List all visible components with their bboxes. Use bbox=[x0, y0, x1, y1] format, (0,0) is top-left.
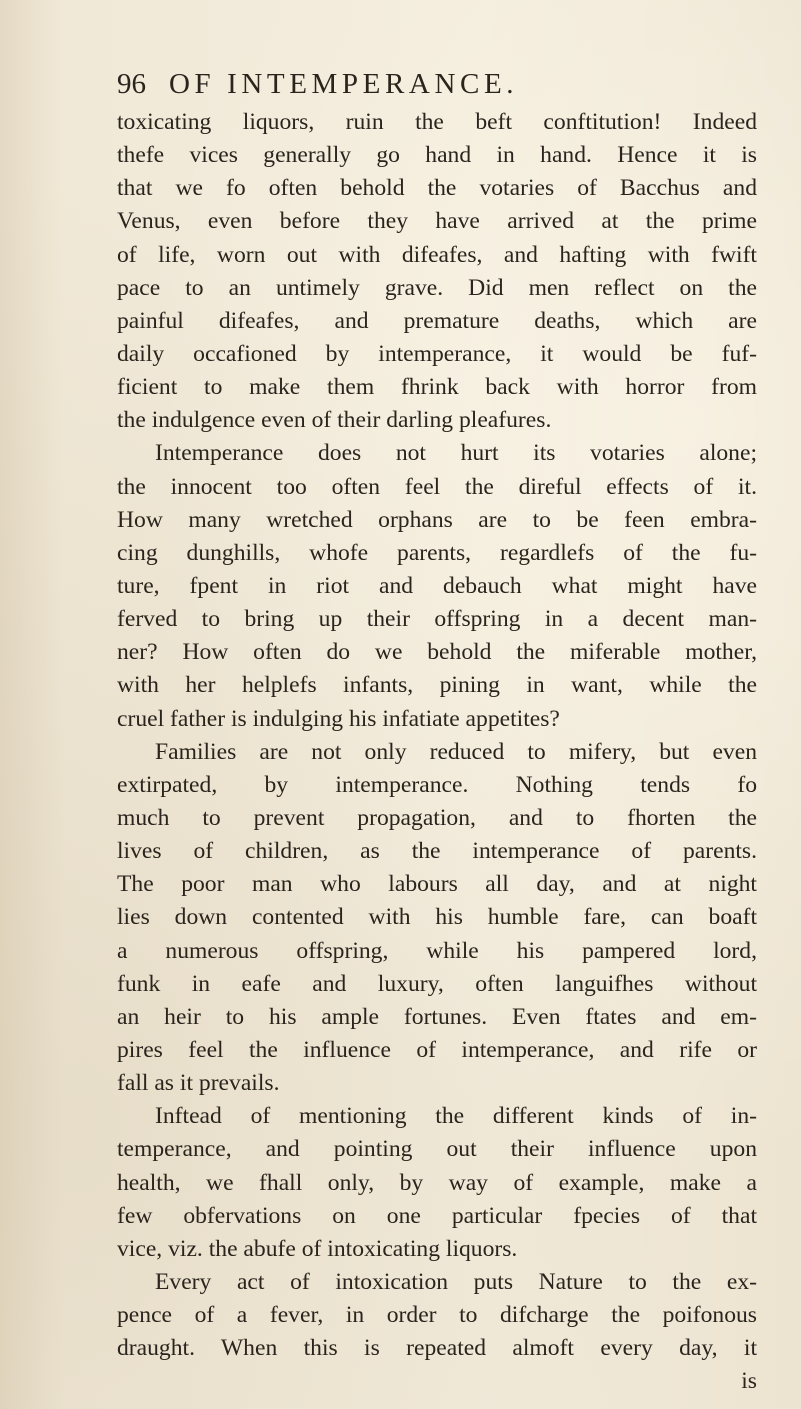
text-line: with her helplefs infants, pining in want, while the bbox=[117, 672, 757, 699]
text-line: of life, worn out with difeafes, and hafting with fwift bbox=[117, 241, 757, 268]
chapter-title: OF INTEMPERANCE. bbox=[169, 68, 519, 100]
paragraph-start-line: Inftead of mentioning the different kinds of in- bbox=[155, 1103, 757, 1130]
text-line: ferved to bring up their offspring in a decent man- bbox=[117, 606, 757, 633]
body-text bbox=[117, 106, 757, 1398]
paragraph-start-line: Families are not only reduced to mifery, but even bbox=[155, 738, 757, 765]
running-head bbox=[117, 64, 757, 104]
text-line: The poor man who labours all day, and at night bbox=[117, 871, 757, 898]
text-line: daily occafioned by intemperance, it would be fuf- bbox=[117, 340, 757, 367]
text-line: ture, fpent in riot and debauch what might have bbox=[117, 572, 757, 599]
text-line: vice, viz. the abufe of intoxicating liquors. bbox=[117, 1235, 518, 1262]
text-line: the innocent too often feel the direful effects of it. bbox=[117, 473, 757, 500]
text-line: health, we fhall only, by way of example, make a bbox=[117, 1169, 757, 1196]
text-line: the indulgence even of their darling pleafures. bbox=[117, 407, 552, 434]
text-line: few obfervations on one particular fpecies of that bbox=[117, 1202, 757, 1229]
text-line: lies down contented with his humble fare, can boaft bbox=[117, 904, 757, 931]
text-line: How many wretched orphans are to be feen embra- bbox=[117, 506, 757, 533]
text-line: much to prevent propagation, and to fhorten the bbox=[117, 804, 757, 831]
text-line: funk in eafe and luxury, often languifhes without bbox=[117, 970, 757, 997]
text-line: draught. When this is repeated almoft every day, it bbox=[117, 1335, 757, 1362]
text-line: painful difeafes, and premature deaths, which are bbox=[117, 307, 757, 334]
text-line: cruel father is indulging his infatiate appetites? bbox=[117, 705, 560, 732]
text-line: cing dunghills, whofe parents, regardlefs of the fu- bbox=[117, 539, 757, 566]
text-line: a numerous offspring, while his pampered lord, bbox=[117, 937, 757, 964]
text-line: that we fo often behold the votaries of Bacchus and bbox=[117, 175, 757, 202]
text-line: fall as it prevails. bbox=[117, 1070, 280, 1097]
text-line: thefe vices generally go hand in hand. Hence it is bbox=[117, 142, 757, 169]
text-line: an heir to his ample fortunes. Even ftates and em- bbox=[117, 1003, 757, 1030]
text-line: extirpated, by intemperance. Nothing tends fo bbox=[117, 771, 757, 798]
catchword: is bbox=[741, 1368, 757, 1395]
text-line: pence of a fever, in order to difcharge the poifonous bbox=[117, 1302, 757, 1329]
text-line: temperance, and pointing out their influence upon bbox=[117, 1136, 757, 1163]
text-line: Venus, even before they have arrived at the prime bbox=[117, 208, 757, 235]
paragraph-start-line: Every act of intoxication puts Nature to the ex- bbox=[155, 1268, 757, 1295]
text-line: pace to an untimely grave. Did men reflect on the bbox=[117, 274, 757, 301]
text-line: pires feel the influence of intemperance, and rife or bbox=[117, 1036, 757, 1063]
paragraph-start-line: Intemperance does not hurt its votaries alone; bbox=[155, 440, 757, 467]
text-line: ner? How often do we behold the miferable mother, bbox=[117, 639, 757, 666]
text-line: ficient to make them fhrink back with horror from bbox=[117, 374, 757, 401]
text-line: lives of children, as the intemperance of parents. bbox=[117, 838, 757, 865]
text-line: toxicating liquors, ruin the beft conftitution! Indeed bbox=[117, 109, 757, 135]
page-number: 96 bbox=[117, 68, 146, 100]
